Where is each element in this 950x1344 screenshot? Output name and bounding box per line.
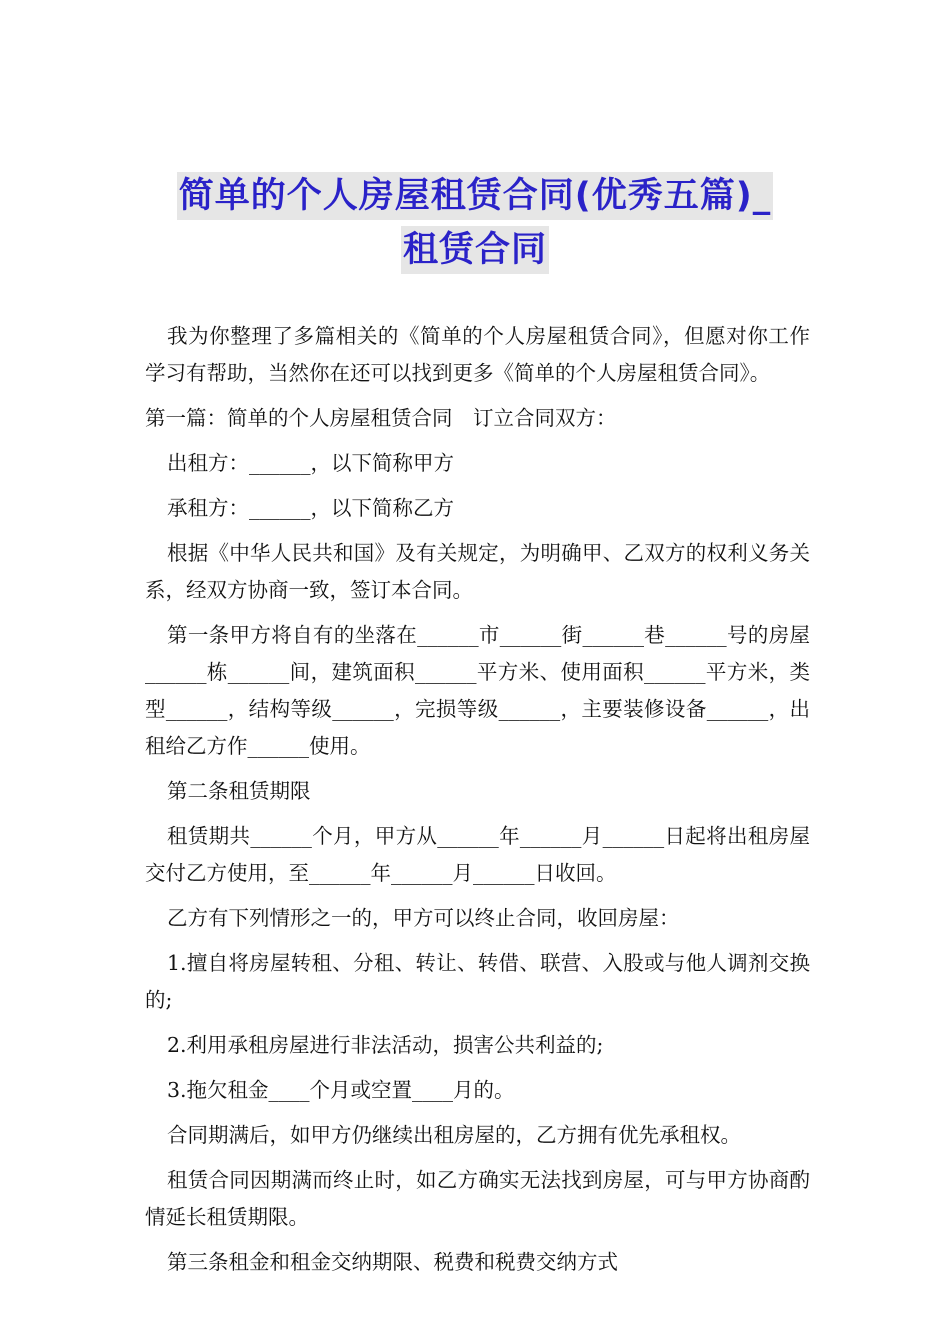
document-body [145,318,810,1289]
document-title [0,172,950,280]
paragraph-priority: 合同期满后，如甲方仍继续出租房屋的，乙方拥有优先承租权。 [167,1123,741,1147]
paragraph-termination: 乙方有下列情形之一的，甲方可以终止合同，收回房屋： [167,906,680,930]
title-line-1 [0,172,950,222]
paragraph-article-3-heading: 第三条租金和租金交纳期限、税费和税费交纳方式 [167,1250,618,1274]
title-text-2: 租赁合同 [401,226,549,274]
paragraph-basis: 根据《中华人民共和国》及有关规定，为明确甲、乙双方的权利义务关系，经双方协商一致，签订本合同。 [145,541,810,602]
paragraph-article-2-heading: 第二条租赁期限 [167,779,311,803]
paragraph-intro: 我为你整理了多篇相关的《简单的个人房屋租赁合同》，但愿对你工作学习有帮助，当然你在还可以找到更多《简单的个人房屋租赁合同》。 [145,324,810,385]
paragraph-chapter-heading: 第一篇：简单的个人房屋租赁合同 订立合同双方： [145,406,617,430]
paragraph-lessee: 承租方：______，以下简称乙方 [167,496,454,520]
list-item-1: 1.擅自将房屋转租、分租、转让、转借、联营、入股或与他人调剂交换的; [145,951,810,1012]
list-item-3: 3.拖欠租金____个月或空置____月的。 [167,1078,515,1102]
list-item-2: 2.利用承租房屋进行非法活动，损害公共利益的; [167,1033,604,1057]
paragraph-lessor: 出租方：______，以下简称甲方 [167,451,454,475]
title-text-1: 简单的个人房屋租赁合同(优秀五篇)_ [177,172,774,220]
paragraph-lease-term: 租赁期共______个月，甲方从______年______月______日起将出租房屋交付乙方使用，至______年______月______日收回。 [145,824,810,885]
title-line-2 [0,226,950,276]
paragraph-article-1: 第一条甲方将自有的坐落在______市______街______巷______号的房屋______栋______间，建筑面积______平方米、使用面积______平方米，类型______，结构等级______，完损等级______，主要装修设备______，出租给乙方作______使用。 [145,623,810,758]
paragraph-extension: 租赁合同因期满而终止时，如乙方确实无法找到房屋，可与甲方协商酌情延长租赁期限。 [145,1168,810,1229]
